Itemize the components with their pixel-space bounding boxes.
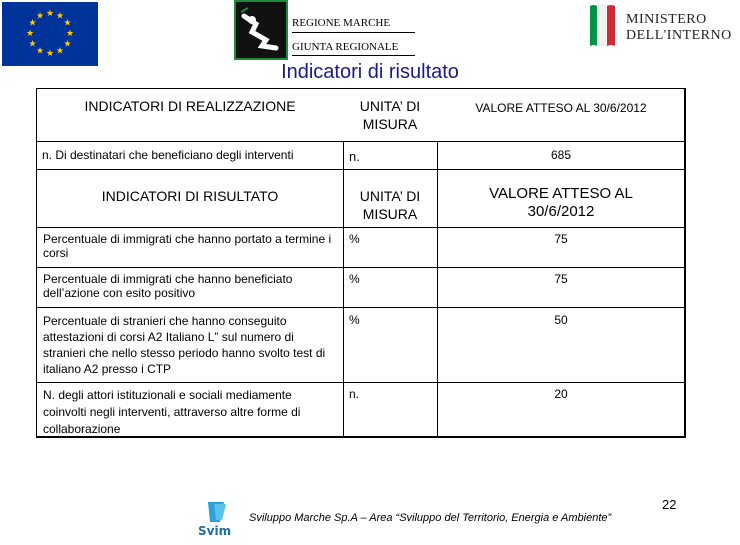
svg-text:★: ★ xyxy=(55,46,65,57)
table-row-unit: % xyxy=(349,272,360,286)
svg-text:★: ★ xyxy=(28,18,37,29)
svg-text:★: ★ xyxy=(63,18,72,29)
header-unita-misura-1: UNITA’ DI MISURA xyxy=(359,98,421,132)
table-row-label: Percentuale di immigrati che hanno portato a termine i corsi xyxy=(43,232,332,260)
table-row-value: 685 xyxy=(550,148,572,162)
ministero-line1: MINISTERO xyxy=(626,12,707,27)
table-row-unit: n. xyxy=(349,149,360,164)
giunta-name: GIUNTA REGIONALE xyxy=(292,41,399,53)
row-divider xyxy=(37,382,685,383)
header-valore-atteso-1: VALORE ATTESO AL 30/6/2012 xyxy=(475,101,647,115)
svg-text:★: ★ xyxy=(28,39,37,50)
header-risultato: INDICATORI DI RISULTATO xyxy=(101,188,279,204)
page-title: Indicatori di risultato xyxy=(281,61,459,83)
table-row-value: 75 xyxy=(554,232,568,246)
regione-marche-logo xyxy=(234,0,288,60)
svg-text:★: ★ xyxy=(45,49,55,59)
page-number: 22 xyxy=(662,497,677,512)
table-row-unit: % xyxy=(349,232,360,246)
table-row-unit: n. xyxy=(349,387,360,401)
table-row-label: Percentuale di immigrati che hanno beneficiato dell’azione con esito positivo xyxy=(43,272,293,300)
row-divider xyxy=(37,169,685,170)
eu-stars-icon xyxy=(2,2,98,66)
table-row-value: 20 xyxy=(554,387,568,401)
svg-text:★: ★ xyxy=(25,29,35,39)
header-realizzazione: INDICATORI DI REALIZZAZIONE xyxy=(84,98,296,114)
table-row-value: 75 xyxy=(554,272,568,286)
svg-text:★: ★ xyxy=(55,11,65,22)
header-valore-atteso-2: VALORE ATTESO AL 30/6/2012 xyxy=(489,185,633,220)
svim-logo-text: Svim xyxy=(198,524,232,538)
table-row-label: N. degli attori istituzionali e sociali mediamente coinvolti negli interventi, attraverso altre forme di collaborazione xyxy=(43,388,301,436)
table-row-value: 50 xyxy=(554,313,568,327)
row-divider xyxy=(37,307,685,308)
svg-text:★: ★ xyxy=(35,46,45,57)
regione-name: REGIONE MARCHE xyxy=(292,17,391,29)
indicators-table xyxy=(36,88,686,438)
table-row-label: Percentuale di stranieri che hanno conseguito attestazioni di corsi A2 Italiano L” sul numero di stranieri che nello stesso periodo hanno svolto test di italiano A2 presso i CTP xyxy=(43,314,326,376)
italian-flag-logo xyxy=(588,2,618,48)
row-divider xyxy=(37,267,685,268)
footer-text: Sviluppo Marche Sp.A – Area “Sviluppo del Territorio, Energia e Ambiente” xyxy=(249,512,612,524)
svg-text:★: ★ xyxy=(63,39,72,50)
table-row-unit: % xyxy=(349,313,360,327)
header-unita-misura-2: UNITA’ DI MISURA xyxy=(359,188,421,222)
svg-text:★: ★ xyxy=(45,9,55,19)
table-row-label: n. Di destinatari che beneficiano degli interventi xyxy=(42,148,294,162)
ministero-line2: DELL'INTERNO xyxy=(626,28,732,43)
svg-text:★: ★ xyxy=(35,11,45,22)
regione-divider xyxy=(292,32,415,33)
row-divider xyxy=(37,227,685,228)
svim-logo xyxy=(196,500,240,540)
eu-flag-logo xyxy=(2,2,98,66)
ministero-name xyxy=(626,12,732,44)
svg-text:★: ★ xyxy=(65,29,75,39)
regione-divider-bottom xyxy=(292,55,415,56)
row-divider xyxy=(37,141,685,142)
